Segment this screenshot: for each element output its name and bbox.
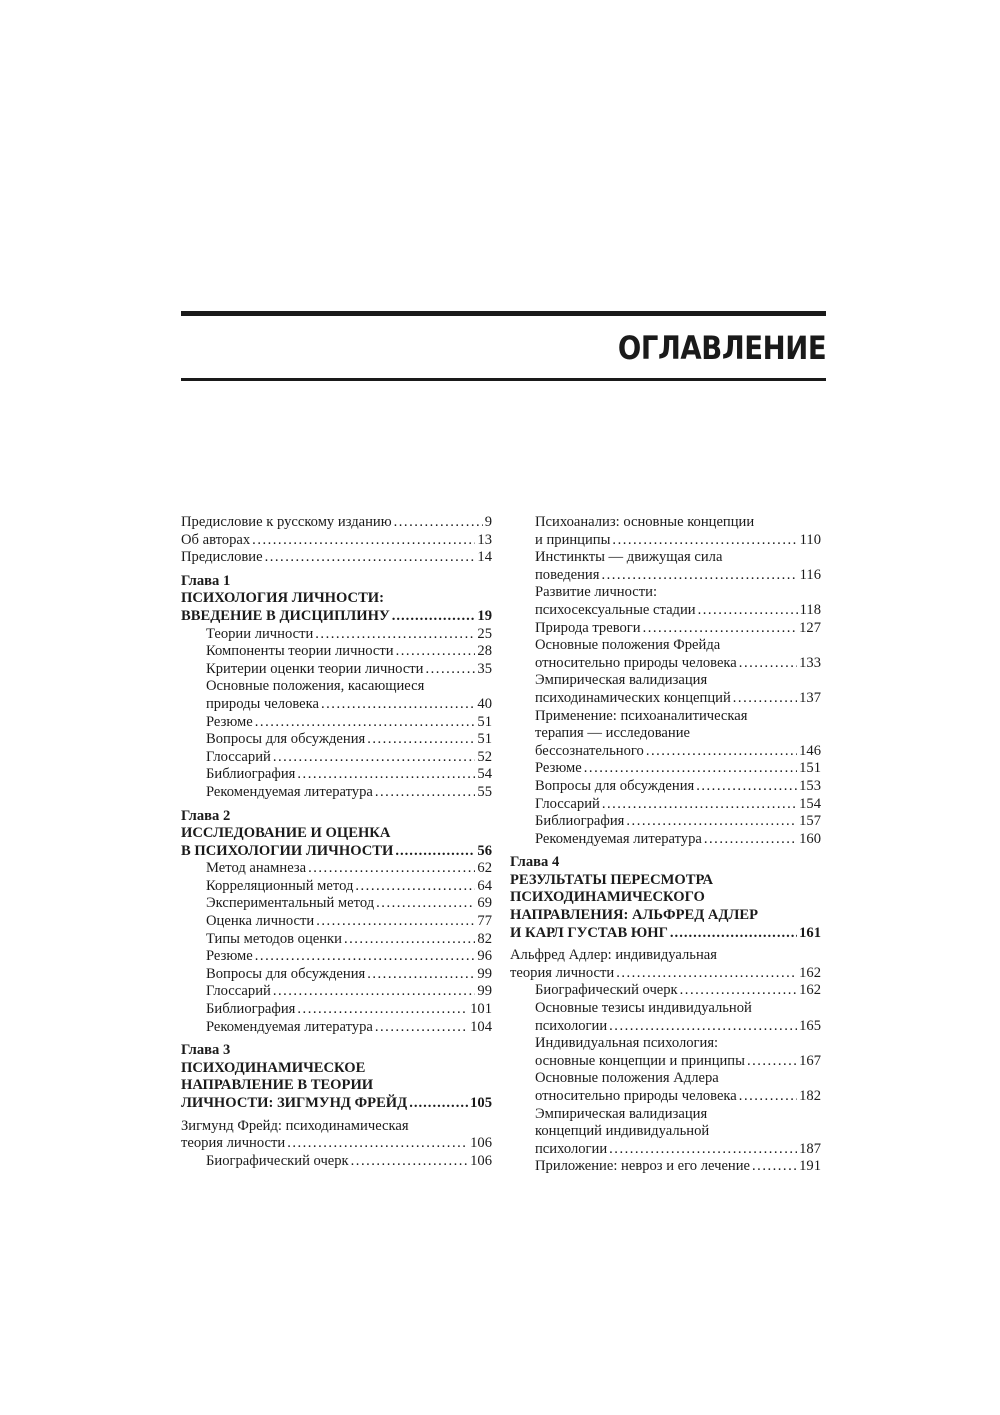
toc-column-right bbox=[510, 514, 821, 1176]
toc-entry[interactable]: Корреляционный метод ..... 64 bbox=[181, 878, 492, 896]
chapter-3-title: ПСИХОДИНАМИЧЕСКОЕ bbox=[181, 1059, 366, 1076]
toc-entry-line: Индивидуальная психология: bbox=[535, 1035, 719, 1052]
toc-entry[interactable]: психодинамических концепций ..... 137 bbox=[510, 690, 821, 708]
toc-entry[interactable]: относительно природы человека ..... 133 bbox=[510, 655, 821, 673]
toc-entry[interactable]: Библиография ..... 101 bbox=[181, 1001, 492, 1019]
chapter-4-heading: Глава 4 bbox=[510, 854, 560, 871]
toc-entry[interactable]: психологии ..... 165 bbox=[510, 1018, 821, 1036]
toc-entry[interactable]: Глоссарий ..... 99 bbox=[181, 983, 492, 1001]
toc-entry[interactable]: Рекомендуемая литература ..... 160 bbox=[510, 831, 821, 849]
toc-entry[interactable]: природы человека ..... 40 bbox=[181, 696, 492, 714]
toc-entry[interactable]: Вопросы для обсуждения ..... 99 bbox=[181, 966, 492, 984]
toc-entry[interactable]: Оценка личности ..... 77 bbox=[181, 913, 492, 931]
toc-entry-line: Инстинкты — движущая сила bbox=[535, 549, 723, 566]
section-entry[interactable]: теория личности ..... 162 bbox=[510, 965, 821, 983]
toc-entry[interactable]: Библиография ..... 54 bbox=[181, 766, 492, 784]
title-rule-bottom bbox=[181, 378, 826, 381]
toc-entry-line: Основные положения Адлера bbox=[535, 1070, 719, 1087]
toc-entry[interactable]: Рекомендуемая литература ..... 104 bbox=[181, 1019, 492, 1037]
chapter-4-title: РЕЗУЛЬТАТЫ ПЕРЕСМОТРА bbox=[510, 871, 714, 888]
toc-entry[interactable]: бессознательного ..... 146 bbox=[510, 743, 821, 761]
chapter-1-entry[interactable]: ВВЕДЕНИЕ В ДИСЦИПЛИНУ ..... 19 bbox=[181, 608, 492, 626]
toc-entry[interactable]: Вопросы для обсуждения ..... 51 bbox=[181, 731, 492, 749]
chapter-1-heading: Глава 1 bbox=[181, 572, 231, 589]
chapter-2-entry[interactable]: В ПСИХОЛОГИИ ЛИЧНОСТИ ..... 56 bbox=[181, 843, 492, 861]
toc-entry-line: концепций индивидуальной bbox=[535, 1123, 710, 1140]
toc-entry[interactable]: относительно природы человека ..... 182 bbox=[510, 1088, 821, 1106]
toc-entry[interactable]: основные концепции и принципы ..... 167 bbox=[510, 1053, 821, 1071]
toc-entry[interactable]: Рекомендуемая литература ..... 55 bbox=[181, 784, 492, 802]
toc-entry[interactable]: Глоссарий ..... 154 bbox=[510, 796, 821, 814]
toc-entry[interactable]: Биографический очерк ..... 106 bbox=[181, 1153, 492, 1171]
chapter-1-title: ПСИХОЛОГИЯ ЛИЧНОСТИ: bbox=[181, 590, 385, 607]
toc-entry[interactable]: Предисловие к русскому изданию ..... 9 bbox=[181, 514, 492, 532]
toc-entry[interactable]: Метод анамнеза ..... 62 bbox=[181, 860, 492, 878]
toc-entry[interactable]: и принципы ..... 110 bbox=[510, 532, 821, 550]
chapter-2-title: ИССЛЕДОВАНИЕ И ОЦЕНКА bbox=[181, 825, 391, 842]
toc-entry[interactable]: Типы методов оценки ..... 82 bbox=[181, 931, 492, 949]
title-rule-top bbox=[181, 311, 826, 316]
toc-entry-line: Основные положения Фрейда bbox=[535, 637, 721, 654]
toc-entry[interactable]: Резюме ..... 151 bbox=[510, 760, 821, 778]
toc-entry[interactable]: Предисловие ..... 14 bbox=[181, 549, 492, 567]
toc-entry[interactable]: Природа тревоги ..... 127 bbox=[510, 620, 821, 638]
toc-entry-line: Применение: психоаналитическая bbox=[535, 707, 748, 724]
toc-entry[interactable]: Резюме ..... 96 bbox=[181, 948, 492, 966]
chapter-2-heading: Глава 2 bbox=[181, 807, 231, 824]
toc-entry-line: Основные тезисы индивидуальной bbox=[535, 1000, 752, 1017]
toc-entry[interactable]: Вопросы для обсуждения ..... 153 bbox=[510, 778, 821, 796]
toc-entry-line: Эмпирическая валидизация bbox=[535, 1105, 708, 1122]
toc-entry[interactable]: психосексуальные стадии ..... 118 bbox=[510, 602, 821, 620]
section-entry[interactable]: теория личности ..... 106 bbox=[181, 1135, 492, 1153]
toc-entry[interactable]: Экспериментальный метод ..... 69 bbox=[181, 895, 492, 913]
toc-entry-line: Психоанализ: основные концепции bbox=[535, 514, 755, 530]
toc-entry[interactable]: Приложение: невроз и его лечение ..... 191 bbox=[510, 1158, 821, 1176]
toc-column-left bbox=[181, 514, 492, 1170]
section-line: Альфред Адлер: индивидуальная bbox=[510, 947, 717, 964]
toc-entry-line: Эмпирическая валидизация bbox=[535, 672, 708, 689]
toc-entry[interactable]: Биографический очерк ..... 162 bbox=[510, 982, 821, 1000]
toc-entry[interactable]: поведения ..... 116 bbox=[510, 567, 821, 585]
chapter-4-entry[interactable]: И КАРЛ ГУСТАВ ЮНГ ..... 161 bbox=[510, 925, 821, 943]
chapter-3-heading: Глава 3 bbox=[181, 1042, 231, 1059]
toc-entry[interactable]: Библиография ..... 157 bbox=[510, 813, 821, 831]
toc-entry[interactable]: Об авторах ..... 13 bbox=[181, 532, 492, 550]
toc-entry[interactable]: Компоненты теории личности ..... 28 bbox=[181, 643, 492, 661]
toc-entry-line: Развитие личности: bbox=[535, 584, 657, 601]
toc-entry-line: терапия — исследование bbox=[535, 725, 690, 742]
toc-entry[interactable]: Резюме ..... 51 bbox=[181, 714, 492, 732]
chapter-3-title: НАПРАВЛЕНИЕ В ТЕОРИИ bbox=[181, 1077, 374, 1094]
chapter-3-entry[interactable]: ЛИЧНОСТИ: ЗИГМУНД ФРЕЙД ..... 105 bbox=[181, 1095, 492, 1113]
toc-entry-line: Основные положения, касающиеся bbox=[206, 678, 425, 695]
toc-entry[interactable]: Глоссарий ..... 52 bbox=[181, 749, 492, 767]
toc-entry[interactable]: Теории личности ..... 25 bbox=[181, 626, 492, 644]
page-title: ОГЛАВЛЕНИЕ bbox=[617, 329, 826, 367]
section-line: Зигмунд Фрейд: психодинамическая bbox=[181, 1117, 409, 1134]
chapter-4-title: НАПРАВЛЕНИЯ: АЛЬФРЕД АДЛЕР bbox=[510, 907, 759, 924]
toc-entry[interactable]: психологии ..... 187 bbox=[510, 1141, 821, 1159]
toc-entry[interactable]: Критерии оценки теории личности ..... 35 bbox=[181, 661, 492, 679]
chapter-4-title: ПСИХОДИНАМИЧЕСКОГО bbox=[510, 889, 705, 906]
